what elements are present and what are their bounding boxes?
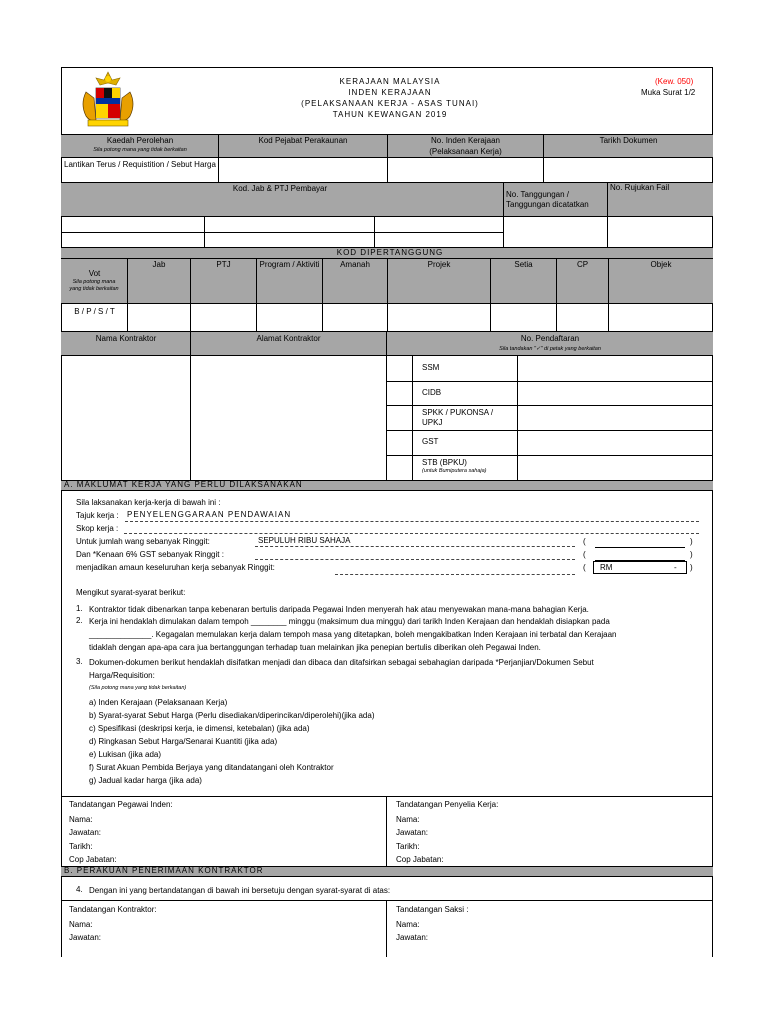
- jumlah-label: Untuk jumlah wang sebanyak Ringgit:: [76, 537, 210, 546]
- rujukan-fail-label: No. Rujukan Fail: [610, 183, 670, 192]
- item-2-line-1: Kerja ini hendaklah dimulakan dalam tempoh ________ minggu (maksimum dua minggu) dari tarikh Inden Kerajaan dan hendaklah disiapkan pada: [89, 617, 610, 626]
- no-inden-label: No. Inden Kerajaan: [431, 136, 500, 145]
- item-1-number: 1.: [76, 604, 83, 613]
- rm-label: RM: [600, 563, 613, 572]
- header-line-1: KERAJAAN MALAYSIA: [339, 77, 441, 86]
- tarikh-dokumen-label: Tarikh Dokumen: [599, 136, 658, 145]
- col-amanah: Amanah: [340, 260, 370, 269]
- section-b-title: B. PERAKUAN PENERIMAAN KONTRAKTOR: [64, 866, 264, 875]
- section-a-title: A. MAKLUMAT KERJA YANG PERLU DILAKSANAKAN: [64, 480, 303, 489]
- amaun-paren-close: ): [690, 563, 693, 572]
- doc-item-e: e) Lukisan (jika ada): [89, 750, 162, 759]
- kod-pejabat-label: Kod Pejabat Perakaunan: [258, 136, 348, 145]
- kaedah-value[interactable]: Lantikan Terus / Requistition / Sebut Harga: [64, 160, 216, 169]
- doc-item-b: b) Syarat-syarat Sebut Harga (Perlu disediakan/diperincikan/diperolehi)(jika ada): [89, 711, 375, 720]
- col-jab: Jab: [152, 260, 166, 269]
- section-a-intro: Sila laksanakan kerja-kerja di bawah ini :: [76, 498, 221, 507]
- item-1-text: Kontraktor tidak dibenarkan tanpa kebenaran bertulis daripada Pegawai Inden menyerah hak atau menyewakan mana-mana bahagian Kerja.: [89, 605, 589, 614]
- checkbox-gst[interactable]: [387, 430, 412, 455]
- gst-paren-close: ): [690, 550, 693, 559]
- penyelia-cop: Cop Jabatan:: [396, 855, 444, 864]
- col-cp: CP: [576, 260, 589, 269]
- jumlah-paren-close: ): [690, 537, 693, 546]
- inden-cop: Cop Jabatan:: [69, 855, 117, 864]
- page-number: Muka Surat 1/2: [641, 88, 696, 97]
- pendaftaran-note: Sila tandakan "✓" di petak yang berkaitan: [499, 346, 601, 352]
- doc-item-a: a) Inden Kerajaan (Pelaksanaan Kerja): [89, 698, 228, 707]
- doc-item-g: g) Jadual kadar harga (jika ada): [89, 776, 202, 785]
- reg-cidb-label: CIDB: [422, 388, 442, 397]
- tajuk-kerja-label: Tajuk kerja :: [76, 511, 119, 520]
- inden-tarikh: Tarikh:: [69, 842, 93, 851]
- col-setia: Setia: [514, 260, 533, 269]
- inden-nama: Nama:: [69, 815, 93, 824]
- item-4-number: 4.: [76, 885, 83, 894]
- reg-spkk-label: SPKK / PUKONSA / UPKJ: [422, 408, 494, 427]
- item-3-line-2: Harga/Requisition:: [89, 671, 155, 680]
- item-2-line-3: tidaklah dengan apa-apa cara jua bertanggungan terhadap tuan melainkan jika penepian bertulis diberikan oleh Pegawai Inden.: [89, 643, 541, 652]
- kontraktor-jawatan: Jawatan:: [69, 933, 102, 942]
- penyelia-tarikh: Tarikh:: [396, 842, 420, 851]
- coat-of-arms-logo: [76, 70, 140, 130]
- kontraktor-nama: Nama:: [69, 920, 93, 929]
- vot-label: Vot: [88, 269, 101, 278]
- header-line-3: (PELAKSANAAN KERJA - ASAS TUNAI): [301, 99, 479, 108]
- kaedah-note: Sila potong mana yang tidak berkaitan: [93, 147, 187, 153]
- header-line-2: INDEN KERAJAAN: [348, 88, 432, 97]
- inden-jawatan: Jawatan:: [69, 828, 102, 837]
- form-code: (Kew. 050): [655, 77, 694, 86]
- doc-item-d: d) Ringkasan Sebut Harga/Senarai Kuantiti (jika ada): [89, 737, 278, 746]
- alamat-kontraktor-label: Alamat Kontraktor: [256, 334, 321, 343]
- reg-stb-label: STB (BPKU): [422, 458, 467, 467]
- skop-kerja-label: Skop kerja :: [76, 524, 119, 533]
- doc-item-f: f) Surat Akuan Pembida Berjaya yang ditandatangani oleh Kontraktor: [89, 763, 334, 772]
- col-ptj: PTJ: [216, 260, 231, 269]
- doc-item-c: c) Spesifikasi (deskripsi kerja, ie dimensi, ketebalan) (jika ada): [89, 724, 310, 733]
- kaedah-label: Kaedah Perolehan: [106, 136, 174, 145]
- no-pendaftaran-label: No. Pendaftaran: [520, 334, 580, 343]
- syarat-heading: Mengikut syarat-syarat berikut:: [76, 588, 186, 597]
- penyelia-jawatan: Jawatan:: [396, 828, 429, 837]
- amaun-paren-open: (: [583, 563, 586, 572]
- amaun-label: menjadikan amaun keseluruhan kerja sebanyak Ringgit:: [76, 563, 275, 572]
- no-inden-sub: (Pelaksanaan Kerja): [429, 147, 502, 156]
- kod-title: KOD DIPERTANGGUNG: [336, 248, 444, 257]
- header-line-4: TAHUN KEWANGAN 2019: [332, 110, 448, 119]
- item-3-note: (Sila potong mana yang tidak berkaitan): [89, 685, 187, 691]
- penyelia-nama: Nama:: [396, 815, 420, 824]
- rm-value: -: [674, 563, 677, 572]
- jumlah-paren-open: (: [583, 537, 586, 546]
- kontraktor-sign: Tandatangan Kontraktor:: [69, 905, 157, 914]
- item-2-line-2: ______________. Kegagalan memulakan kerja dalam tempoh masa yang ditetapkan, boleh mengakibatkan Inden Kerajaan ini terbatal dan Kerajaan: [89, 630, 617, 639]
- gst-paren-open: (: [583, 550, 586, 559]
- col-projek: Projek: [427, 260, 451, 269]
- tanggungan-label: No. Tanggungan / Tanggungan dicatatkan: [506, 190, 589, 209]
- reg-stb-note: (untuk Bumiputera sahaja): [422, 468, 487, 474]
- checkbox-stb[interactable]: [387, 455, 412, 480]
- item-3-number: 3.: [76, 657, 83, 666]
- jumlah-value[interactable]: SEPULUH RIBU SAHAJA: [258, 536, 351, 545]
- bpst-label: B / P / S / T: [74, 307, 115, 316]
- saksi-jawatan: Jawatan:: [396, 933, 429, 942]
- reg-ssm-label: SSM: [422, 363, 440, 372]
- col-objek: Objek: [650, 260, 672, 269]
- item-2-number: 2.: [76, 616, 83, 625]
- vot-note: Sila potong mana yang tidak berkaitan: [69, 279, 119, 292]
- checkbox-ssm[interactable]: [387, 356, 412, 381]
- reg-gst-label: GST: [422, 437, 439, 446]
- nama-kontraktor-label: Nama Kontraktor: [95, 334, 157, 343]
- checkbox-cidb[interactable]: [387, 381, 412, 405]
- penyelia-kerja-sign: Tandatangan Penyelia Kerja:: [396, 800, 499, 809]
- col-program: Program / Aktiviti: [259, 260, 320, 269]
- tajuk-kerja-value[interactable]: PENYELENGGARAAN PENDAWAIAN: [127, 510, 292, 519]
- saksi-sign: Tandatangan Saksi :: [396, 905, 469, 914]
- jab-ptj-label: Kod. Jab & PTJ Pembayar: [232, 184, 328, 193]
- pegawai-inden-sign: Tandatangan Pegawai Inden:: [69, 800, 173, 809]
- saksi-nama: Nama:: [396, 920, 420, 929]
- item-3-line-1: Dokumen-dokumen berikut hendaklah disifatkan menjadi dan dibaca dan ditafsirkan sebagai sebahagian daripada *Perjanjian/Dokumen Sebut: [89, 658, 594, 667]
- checkbox-spkk[interactable]: [387, 405, 412, 430]
- item-4-text: Dengan ini yang bertandatangan di bawah ini bersetuju dengan syarat-syarat di atas:: [89, 886, 391, 895]
- gst-label: Dan *Kenaan 6% GST sebanyak Ringgit :: [76, 550, 224, 559]
